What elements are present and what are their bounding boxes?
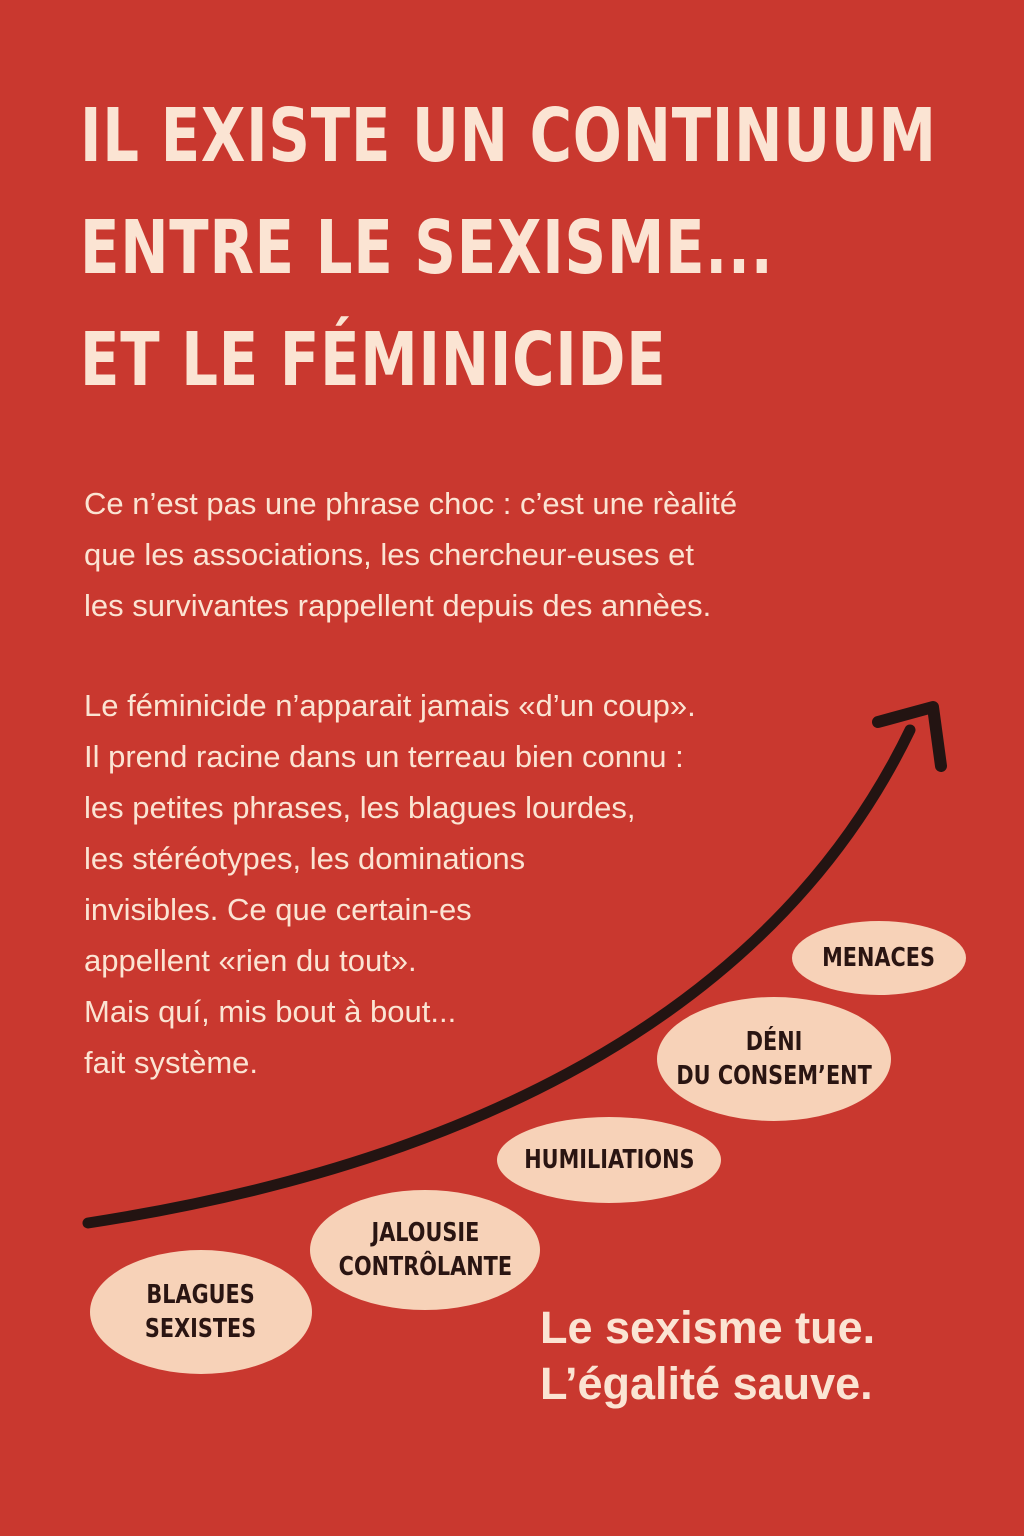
body-line: Mais quí, mis bout à bout... [84, 994, 457, 1029]
step-label [823, 941, 936, 975]
step-label [524, 1143, 694, 1177]
intro-line: Ce n’est pas une phrase choc : c’est une rèalité [84, 486, 738, 521]
headline-line-1: IL EXISTE UN CONTINUUM [80, 93, 937, 179]
step-label-line: MENACES [822, 943, 936, 973]
body-line: Il prend racine dans un terreau bien connu : [84, 739, 684, 774]
headline-line-2: ENTRE LE SEXISME... [80, 205, 774, 291]
step-deni-du-consentement [657, 997, 891, 1121]
step-label-line: SEXISTES [145, 1314, 257, 1344]
step-label [676, 1025, 871, 1093]
body-line: invisibles. Ce que certain-es [84, 892, 472, 927]
body-line: les petites phrases, les blagues lourdes, [84, 790, 636, 825]
step-blagues-sexistes [90, 1250, 312, 1374]
headline-line-3: ET LE FÉMINICIDE [80, 317, 667, 403]
body-line: fait système. [84, 1045, 258, 1080]
step-label-line: DÉNI [745, 1027, 803, 1057]
step-jalousie-controlante [310, 1190, 540, 1310]
step-label [338, 1216, 511, 1284]
step-label-line: HUMILIATIONS [523, 1145, 695, 1175]
slogan [540, 1300, 875, 1412]
body-line: Le féminicide n’apparait jamais «d’un coup». [84, 688, 696, 723]
step-label [145, 1278, 256, 1346]
step-label-line: CONTRÔLANTE [338, 1252, 512, 1282]
step-label-line: BLAGUES [146, 1280, 256, 1310]
intro-line: les survivantes rappellent depuis des annèes. [84, 588, 712, 623]
step-label-line: DU CONSEM’ENT [676, 1061, 872, 1091]
intro-line: que les associations, les chercheur-euses et [84, 537, 694, 572]
body-line: les stéréotypes, les dominations [84, 841, 526, 876]
step-label-line: JALOUSIE [371, 1218, 479, 1248]
step-menaces [792, 921, 966, 995]
slogan-line-2: L’égalité sauve. [540, 1358, 873, 1409]
step-humiliations [497, 1117, 721, 1203]
slogan-line-1: Le sexisme tue. [540, 1302, 876, 1353]
body-line: appellent «rien du tout». [84, 943, 417, 978]
arrow-shaft [88, 730, 910, 1223]
